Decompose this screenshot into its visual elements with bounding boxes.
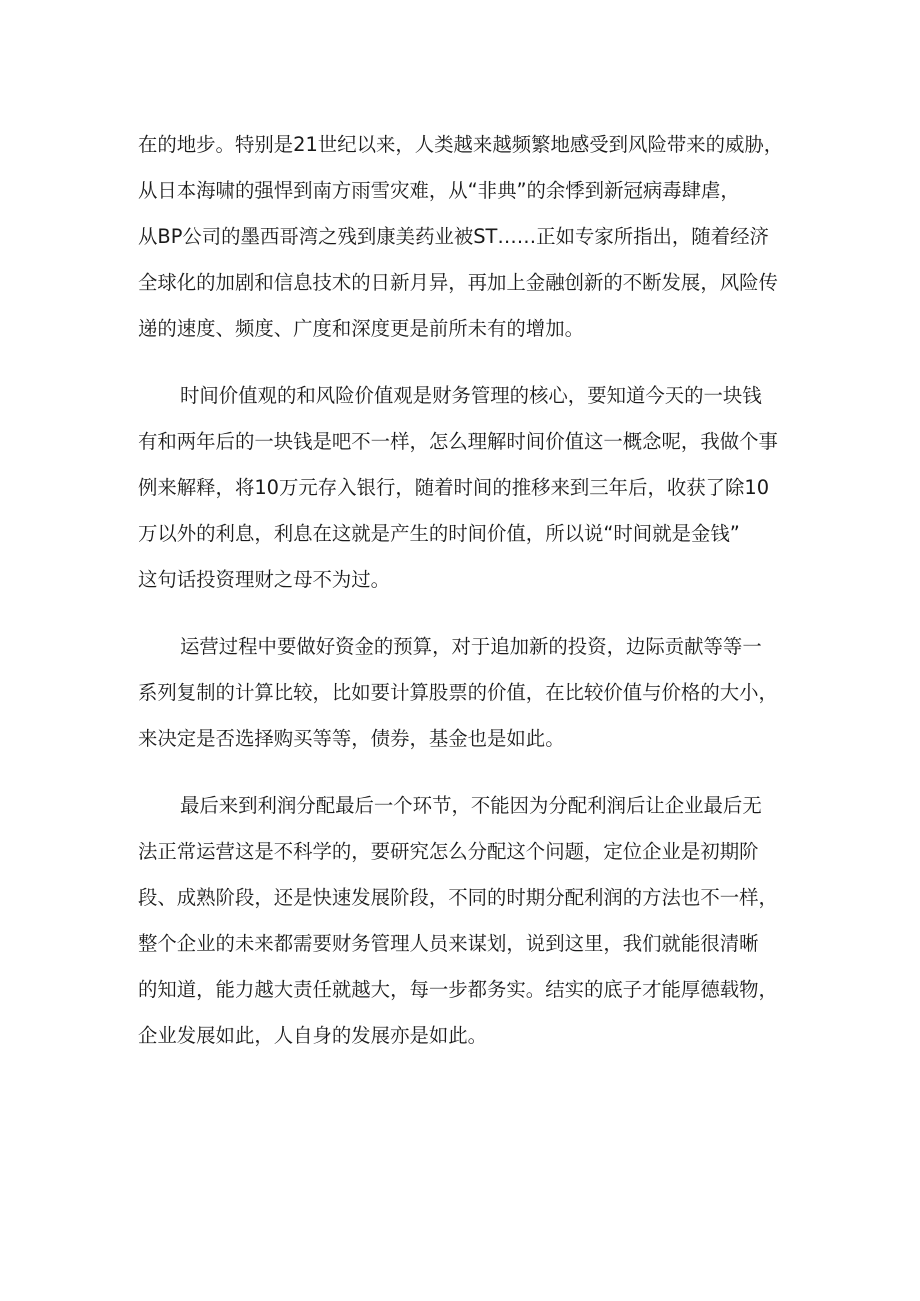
text-line: 的知道，能力越大责任就越大，每一步都务实。结实的底子才能厚德载物， [138, 978, 778, 1001]
text-line: 万以外的利息，利息在这就是产生的时间价值，所以说“时间就是金钱” [138, 522, 740, 545]
text-line: 这句话投资理财之母不为过。 [138, 568, 391, 591]
text-line: 整个企业的未来都需要财务管理人员来谋划，说到这里，我们就能很清晰 [138, 932, 759, 955]
text-line: 运营过程中要做好资金的预算，对于追加新的投资，边际贡献等等一 [180, 635, 762, 658]
text-line: 从BP公司的墨西哥湾之残到康美药业被ST……正如专家所指出，随着经济 [138, 225, 769, 248]
text-line: 递的速度、频度、广度和深度更是前所未有的增加。 [138, 317, 584, 340]
paragraph-time-value [138, 373, 794, 603]
text-line: 从日本海啸的强悍到南方雨雪灾难，从“非典”的余悸到新冠病毒肆虐， [138, 179, 740, 202]
document-body [138, 122, 794, 1080]
text-line: 法正常运营这是不科学的，要研究怎么分配这个问题，定位企业是初期阶 [138, 840, 759, 863]
paragraph-risk [138, 122, 794, 352]
text-line: 例来解释，将10万元存入银行，随着时间的推移来到三年后，收获了除10 [138, 476, 770, 499]
text-line: 最后来到利润分配最后一个环节，不能因为分配利润后让企业最后无 [180, 794, 762, 817]
text-line: 企业发展如此，人自身的发展亦是如此。 [138, 1024, 488, 1047]
text-line: 有和两年后的一块钱是吧不一样，怎么理解时间价值这一概念呢，我做个事 [138, 430, 778, 453]
paragraph-profit-distribution [138, 783, 794, 1059]
text-line: 时间价值观的和风险价值观是财务管理的核心，要知道今天的一块钱 [180, 384, 762, 407]
text-line: 在的地步。特别是21世纪以来，人类越来越频繁地感受到风险带来的威胁， [138, 133, 784, 156]
text-line: 系列复制的计算比较，比如要计算股票的价值，在比较价值与价格的大小， [138, 681, 778, 704]
text-line: 来决定是否选择购买等等，债券，基金也是如此。 [138, 727, 565, 750]
text-line: 段、成熟阶段，还是快速发展阶段，不同的时期分配利润的方法也不一样， [138, 886, 778, 909]
text-line: 全球化的加剧和信息技术的日新月异，再加上金融创新的不断发展，风险传 [138, 271, 778, 294]
paragraph-operations [138, 624, 794, 762]
